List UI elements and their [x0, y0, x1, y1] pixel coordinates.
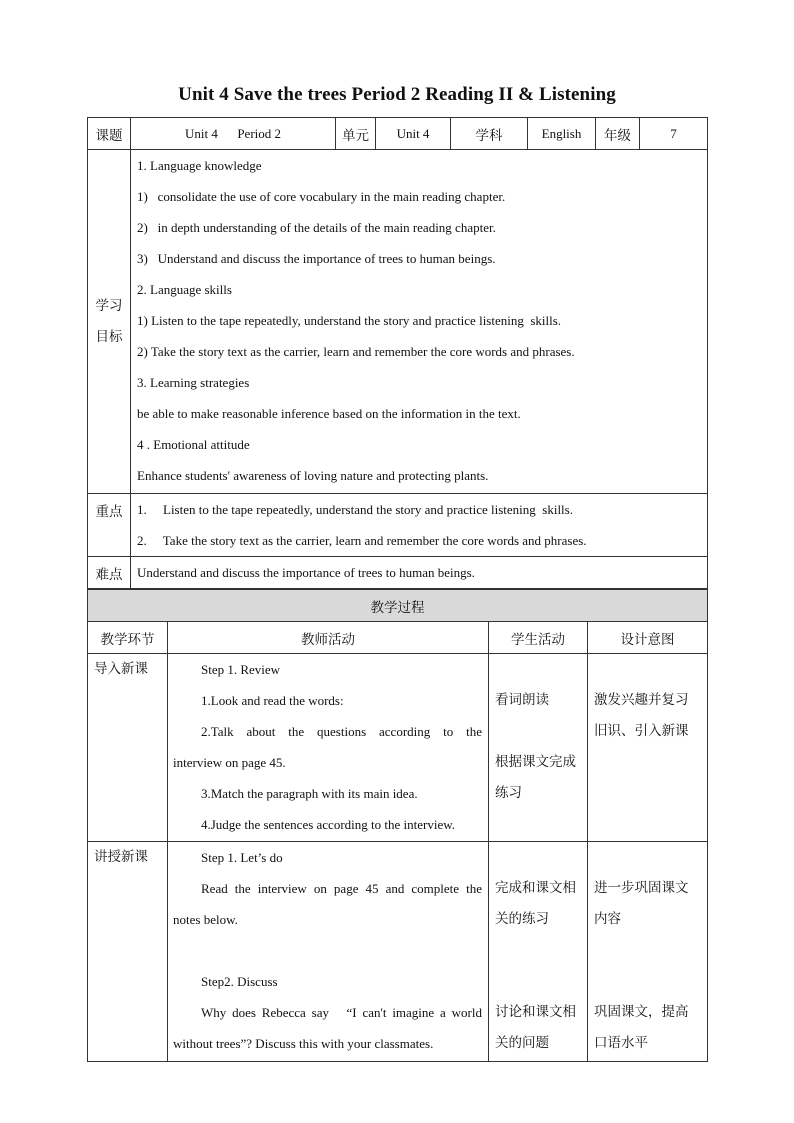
objective-line: 2. Language skills — [137, 282, 232, 297]
key-points-label: 重点 — [88, 494, 131, 557]
grade-label: 年级 — [596, 118, 640, 150]
purpose-cell — [588, 654, 708, 842]
objective-line: Enhance students' awareness of loving nature and protecting plants. — [137, 468, 489, 483]
stage-cell — [88, 842, 168, 1062]
key-point-line: 1. Listen to the tape repeatedly, understand the story and practice listening skills. — [137, 502, 573, 517]
teacher-line: Why does Rebecca say “I can't imagine a world — [201, 1005, 482, 1020]
objective-line: 3. Learning strategies — [137, 375, 250, 390]
purpose-line: 口语水平 — [594, 1035, 648, 1051]
teacher-activity-cell — [168, 654, 489, 842]
student-line: 关的问题 — [495, 1035, 549, 1051]
purpose-line — [594, 842, 707, 873]
teacher-line: Step2. Discuss — [201, 974, 278, 989]
objective-line: 3) Understand and discuss the importance of trees to human beings. — [137, 251, 496, 266]
teacher-line — [173, 935, 482, 966]
purpose-line: 内容 — [594, 911, 621, 927]
subject-label: 学科 — [451, 118, 528, 150]
course-value: Unit 4 Period 2 — [131, 118, 336, 150]
lesson-info-table — [87, 117, 708, 589]
page-title: Unit 4 Save the trees Period 2 Reading II & Listening — [178, 84, 616, 105]
column-header-stage: 教学环节 — [88, 622, 168, 654]
objective-line: 1. Language knowledge — [137, 158, 262, 173]
process-heading: 教学过程 — [88, 590, 708, 622]
teacher-line: 4.Judge the sentences according to the interview. — [201, 817, 456, 832]
student-line: 完成和课文相 — [495, 880, 576, 896]
process-columns-row — [88, 622, 708, 654]
teacher-line: 1.Look and read the words: — [201, 693, 344, 708]
stage-label: 讲授新课 — [94, 849, 148, 865]
objective-line: 1) Listen to the tape repeatedly, understand the story and practice listening skills. — [137, 313, 562, 328]
teacher-line: 3.Match the paragraph with its main idea. — [201, 786, 418, 801]
objective-line: 4 . Emotional attitude — [137, 437, 250, 452]
student-activity-cell — [489, 842, 588, 1062]
table-row — [88, 654, 708, 842]
unit-value: Unit 4 — [376, 118, 451, 150]
student-line — [495, 654, 587, 685]
student-line — [495, 935, 587, 966]
difficulties-content: Understand and discuss the importance of trees to human beings. — [131, 557, 708, 589]
difficulties-label: 难点 — [88, 557, 131, 589]
teacher-line: 2.Talk about the questions according to the — [201, 724, 482, 739]
purpose-line: 旧识、引入新课 — [594, 723, 689, 739]
purpose-line — [594, 935, 707, 966]
teacher-activity-cell — [168, 842, 489, 1062]
objectives-label — [88, 150, 131, 494]
teacher-line: notes below. — [173, 912, 238, 927]
unit-label: 单元 — [336, 118, 376, 150]
objectives-row — [88, 150, 708, 494]
stage-label: 导入新课 — [94, 661, 148, 677]
teacher-line: without trees”? Discuss this with your classmates. — [173, 1036, 434, 1051]
teacher-line: Step 1. Review — [201, 662, 281, 677]
purpose-line — [594, 654, 707, 685]
difficulties-row — [88, 557, 708, 589]
student-activity-cell — [489, 654, 588, 842]
key-points-content — [131, 494, 708, 557]
key-points-row — [88, 494, 708, 557]
objectives-label-line-2: 目标 — [95, 328, 123, 345]
objective-line: be able to make reasonable inference based on the information in the text. — [137, 406, 521, 421]
objectives-content — [131, 150, 708, 494]
process-heading-row — [88, 590, 708, 622]
teacher-line: Step 1. Let’s do — [201, 850, 283, 865]
key-point-line: 2. Take the story text as the carrier, learn and remember the core words and phrases. — [137, 533, 587, 548]
subject-value: English — [528, 118, 596, 150]
objective-line: 2) in depth understanding of the details of the main reading chapter. — [137, 220, 496, 235]
teacher-line: Read the interview on page 45 and complete the — [201, 881, 482, 896]
student-line: 根据课文完成 — [495, 754, 576, 770]
student-line — [495, 842, 587, 873]
objectives-label-line-1: 学习 — [95, 297, 123, 314]
objective-line: 1) consolidate the use of core vocabulary in the main reading chapter. — [137, 189, 506, 204]
teacher-line: interview on page 45. — [173, 755, 286, 770]
student-line: 关的练习 — [495, 911, 549, 927]
column-header-purpose: 设计意图 — [588, 622, 708, 654]
table-row — [88, 842, 708, 1062]
column-header-student: 学生活动 — [489, 622, 588, 654]
header-row — [88, 118, 708, 150]
stage-cell — [88, 654, 168, 842]
student-line: 练习 — [495, 785, 522, 801]
purpose-line: 巩固课文，提高 — [594, 1004, 689, 1020]
purpose-line: 进一步巩固课文 — [594, 880, 689, 896]
column-header-teacher: 教师活动 — [168, 622, 489, 654]
purpose-cell — [588, 842, 708, 1062]
teaching-process-table — [87, 589, 708, 1062]
objective-line: 2) Take the story text as the carrier, learn and remember the core words and phrases. — [137, 344, 575, 359]
student-line: 讨论和课文相 — [495, 1004, 576, 1020]
student-line — [495, 716, 587, 747]
course-label: 课题 — [88, 118, 131, 150]
student-line — [495, 966, 587, 997]
student-line: 看词朗读 — [495, 692, 549, 708]
grade-value: 7 — [640, 118, 708, 150]
purpose-line: 激发兴趣并复习 — [594, 692, 689, 708]
purpose-line — [594, 966, 707, 997]
